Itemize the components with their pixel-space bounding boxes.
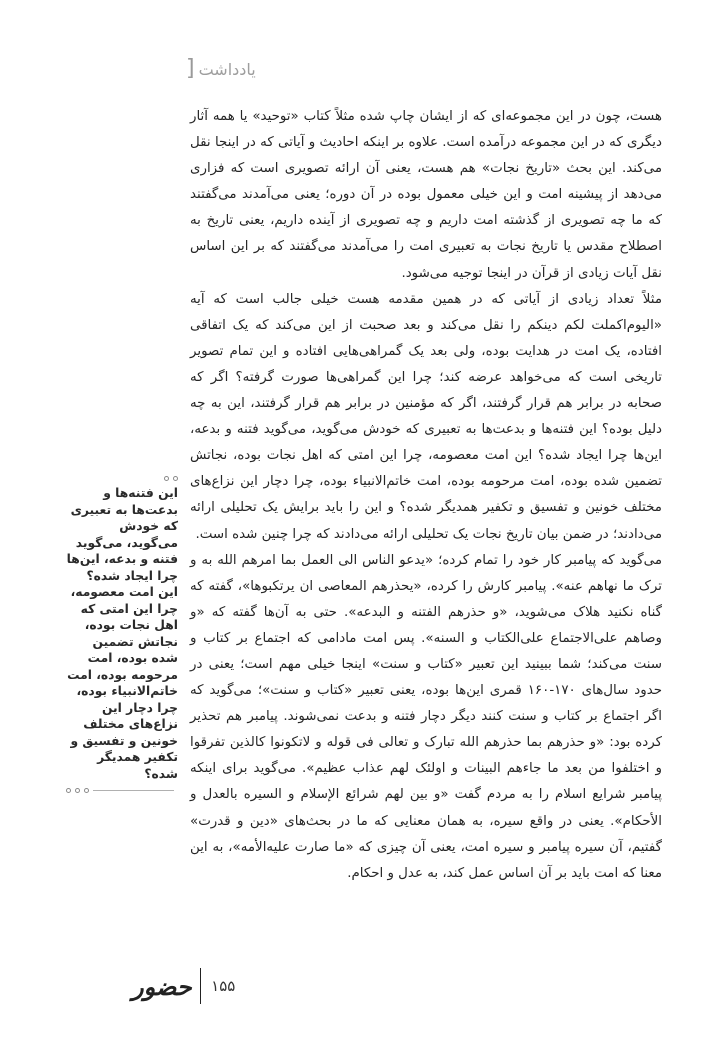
paragraph-2: مثلاً تعداد زیادی از آیاتی که در همین مقدمه هست خیلی جالب است که آیه «الیوم‌اکملت لکم دینکم را نقل می‌کند و بعد صحبت از این می‌کند که یک اتفاقی افتاده، یک امت در هدایت بوده، ولی بعد یک گمراهی‌هایی افتاده و این تمام تصویر تاریخی است که می‌خواهد عرضه کند؛ چرا این گمراهی‌ها صورت گرفته؟ اگر که صحابه در برابر هم قرار گرفتند، اگر که مؤمنین در برابر هم قرار گرفتند، این به چه دلیل بوده؟ این فتنه‌ها و بدعت‌ها به تعبیری که خودش می‌گوید، می‌گوید فتنه و بدعه، این‌ها چرا ایجاد شده؟ این امت معصومه، چرا این امتی که اهل نجات بوده، نجاتش تضمین شده بوده، امت مرحومه بوده، امت خاتم‌الانبیاء بوده، چرا دچار این نزاع‌های مختلف خونین و تفسیق و تکفیر همدیگر شده؟ و این را باید برایش یک تحلیلی ارائه می‌دادند؛ در ضمن بیان تاریخ نجات یک تحلیلی ارائه می‌دادند که چرا چنین شده است. — [190, 291, 662, 542]
section-title: یادداشت — [198, 59, 256, 79]
magazine-logo: حضور — [132, 971, 192, 1001]
header-bracket: ] — [186, 56, 195, 81]
section-header — [186, 58, 256, 80]
pull-quote-line — [93, 790, 174, 791]
dots-ornament-icon — [164, 476, 178, 481]
pull-quote — [66, 476, 178, 793]
page-number: ۱۵۵ — [211, 977, 236, 995]
dots-ornament-icon — [66, 788, 89, 793]
paragraph-3: می‌گوید که پیامبر کار خود را تمام کرده؛ «یدعو الناس الی العمل بما امرهم الله به و ترک ما نهاهم عنه». پیامبر کارش را کرده، «یحذرهم المعاصی ان یرتکبوها»، گفته که گناه نکنید هلاک می‌شوید، «و حذرهم الفتنه و البدعه». حتی به آن‌ها گفته که «و وصاهم علی‌الاجتماع علی‌الکتاب و السنه». پس امت مادامی که اجتماع بر کتاب و سنت می‌کند؛ شما ببینید این تعبیر «کتاب و سنت» اینجا خیلی مهم است؛ یعنی در حدود سال‌های ۱۷۰-۱۶۰ قمری این‌ها بوده، یعنی تعبیر «کتاب و سنت»؛ می‌گوید که اگر اجتماع بر کتاب و سنت کنند دیگر دچار فتنه و بدعت نمی‌شوند. پیامبر هم تحذیر کرده بود: «و حذرهم بما حذرهم الله تبارک و تعالی فی قوله و لاتکونوا کالذین تفرقوا و اختلفوا من بعد ما جاءهم البینات و اولئک لهم عذاب عظیم». می‌گوید برای اینکه پیامبر شرایع اسلام را به مردم گفت «و بین لهم شرائع الإسلام و السیره بالعدل و الأحکام». یعنی در واقع سیره، به همان معنایی که ما در بحث‌های «دین و قدرت» گفتیم، آن سیره پیامبر و سیره امت، یعنی آن چیزی که «ما صارت علیه‌الأمه»، به این معنا که امت باید بر آن اساس عمل کند، به عدل و احکام. — [190, 552, 662, 881]
page-footer — [132, 968, 235, 1004]
footer-separator — [200, 968, 202, 1004]
main-body-text — [190, 104, 662, 887]
pull-quote-top-rule — [66, 476, 178, 481]
paragraph-1: هست، چون در این مجموعه‌ای که از ایشان چاپ شده مثلاً کتاب «توحید» یا همه آثار دیگری که در این مجموعه درآمده است. علاوه بر اینکه احادیث و آیاتی که در اینجا نقل می‌کند. این بحث «تاریخ نجات» هم هست، یعنی آن ارائه تصویری است که فزاری می‌دهد از پیشینه امت و این خیلی معمول بوده در آن دوره؛ یعنی می‌آمدند می‌گفتند که ما چه تصویری از گذشته امت داریم و چه تصویری از آینده داریم، یعنی تاریخ به اصطلاح مقدس یا تاریخ نجات به تعبیری امت را می‌آمدند می‌گفتند که بر این اساس نقل آیات زیادی از قرآن در اینجا توجیه می‌شود. — [190, 109, 662, 281]
pull-quote-bottom-rule — [66, 788, 178, 793]
pull-quote-text: این فتنه‌ها و بدعت‌ها به تعبیری که خودش می‌گوید، می‌گوید فتنه و بدعه، این‌ها چرا ایجاد شده؟ این امت معصومه، چرا این امتی که اهل نجات بوده، نجاتش تضمین شده بوده، امت مرحومه بوده، امت خاتم‌الانبیاء بوده، چرا دچار این نزاع‌های مختلف خونین و تفسیق و تکفیر همدیگر شده؟ — [66, 486, 178, 781]
